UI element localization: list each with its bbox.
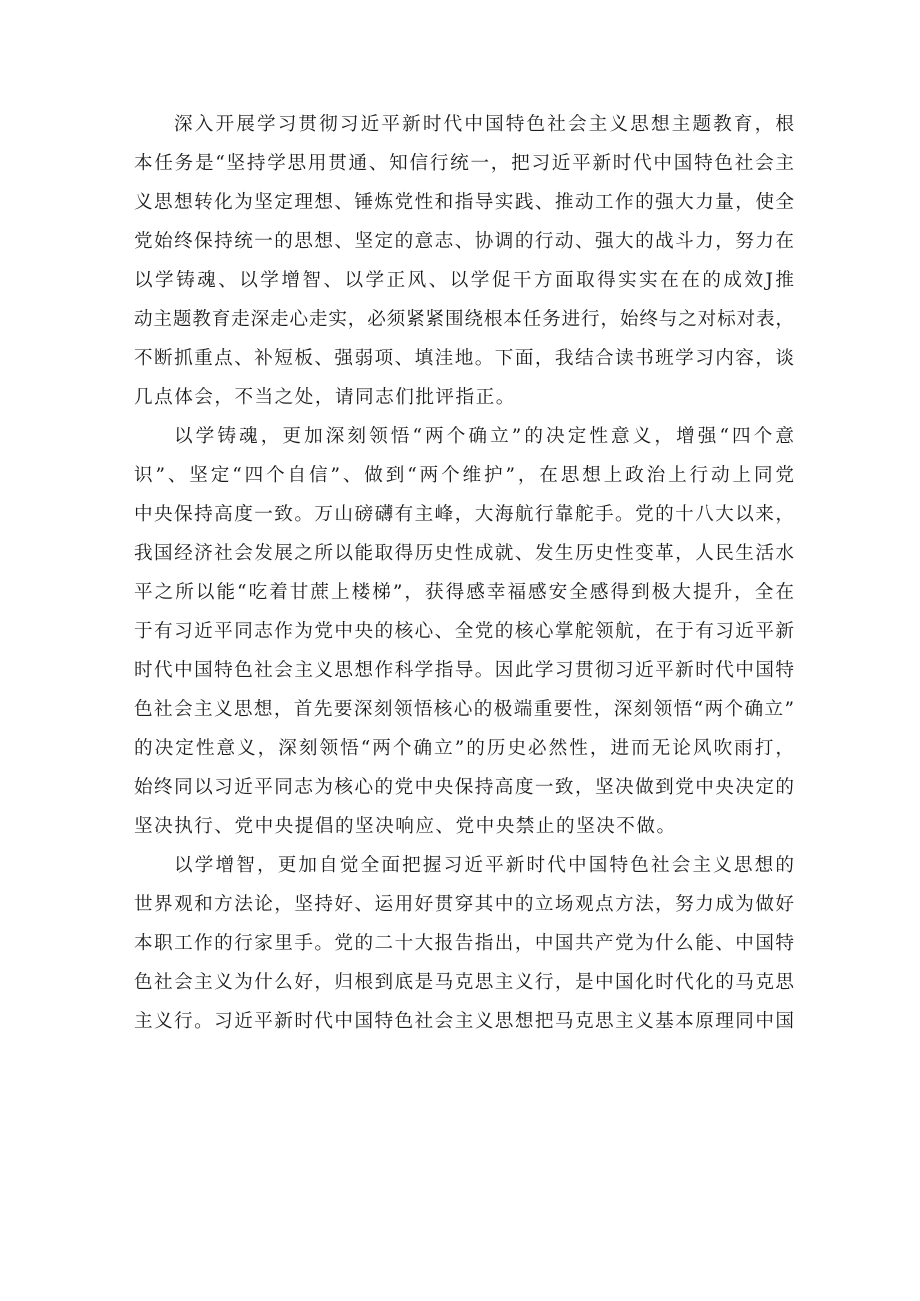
- text-line: 我国经济社会发展之所以能取得历史性成就、发生历史性变革，人民生活水: [134, 543, 794, 564]
- text-line: 党始终保持统一的思想、坚定的意志、协调的行动、强大的战斗力，努力在: [134, 231, 794, 252]
- text-line: 本职工作的行家里手。党的二十大报告指出，中国共产党为什么能、中国特: [134, 933, 794, 954]
- text-line: 色社会主义为什么好，归根到底是马克思主义行，是中国化时代化的马克思: [134, 972, 794, 993]
- text-line: 时代中国特色社会主义思想作科学指导。因此学习贯彻习近平新时代中国特: [134, 660, 794, 681]
- text-line: 动主题教育走深走心走实，必须紧紧围绕根本任务进行，始终与之对标对表，: [134, 309, 794, 330]
- text-line: 主义行。习近平新时代中国特色社会主义思想把马克思主义基本原理同中国: [134, 1011, 794, 1032]
- text-line: 不断抓重点、补短板、强弱项、填洼地。下面，我结合读书班学习内容，谈: [134, 348, 794, 369]
- text-line: 始终同以习近平同志为核心的党中央保持高度一致，坚决做到党中央决定的: [134, 777, 794, 798]
- text-line: 几点体会，不当之处，请同志们批评指正。: [134, 387, 516, 408]
- text-line: 世界观和方法论，坚持好、运用好贯穿其中的立场观点方法，努力成为做好: [134, 894, 794, 915]
- text-line: 以学铸魂，更加深刻领悟“两个确立”的决定性意义，增强“四个意: [174, 426, 794, 447]
- text-line: 本任务是“坚持学思用贯通、知信行统一，把习近平新时代中国特色社会主: [134, 153, 794, 174]
- paragraph: [134, 105, 794, 417]
- paragraph: [134, 846, 794, 1041]
- text-line: 识”、坚定“四个自信”、做到“两个维护”，在思想上政治上行动上同党: [134, 465, 794, 486]
- text-line: 深入开展学习贯彻习近平新时代中国特色社会主义思想主题教育，根: [174, 114, 794, 135]
- text-line: 义思想转化为坚定理想、锤炼党性和指导实践、推动工作的强大力量，使全: [134, 192, 794, 213]
- text-line: 中央保持高度一致。万山磅礴有主峰，大海航行靠舵手。党的十八大以来，: [134, 504, 794, 525]
- text-line: 于有习近平同志作为党中央的核心、全党的核心掌舵领航，在于有习近平新: [134, 621, 794, 642]
- text-line: 坚决执行、党中央提倡的坚决响应、党中央禁止的坚决不做。: [134, 816, 677, 837]
- text-line: 的决定性意义，深刻领悟“两个确立”的历史必然性，进而无论风吹雨打，: [134, 738, 794, 759]
- text-line: 以学增智，更加自觉全面把握习近平新时代中国特色社会主义思想的: [174, 855, 794, 876]
- document-body: [134, 105, 794, 1041]
- text-line: 平之所以能“吃着甘蔗上楼梯”，获得感幸福感安全感得到极大提升，全在: [134, 582, 794, 603]
- paragraph: [134, 417, 794, 846]
- text-line: 以学铸魂、以学增智、以学正风、以学促干方面取得实实在在的成效J推: [134, 270, 794, 291]
- text-line: 色社会主义思想，首先要深刻领悟核心的极端重要性，深刻领悟“两个确立”: [134, 699, 794, 720]
